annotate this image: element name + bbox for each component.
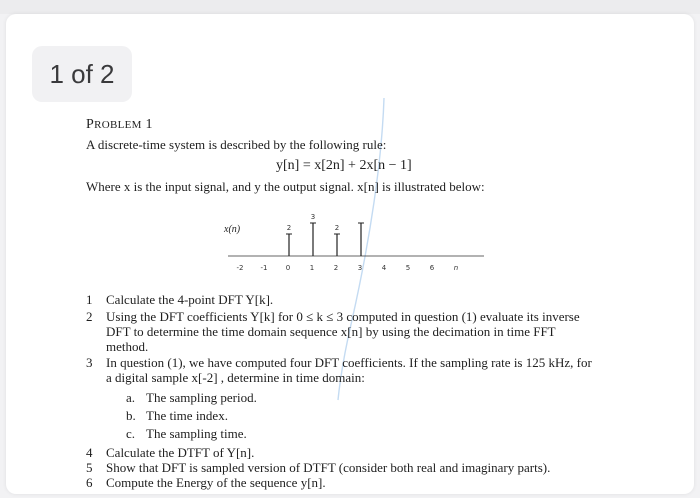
x-tick-label: 6	[429, 264, 435, 272]
question-6	[86, 475, 326, 490]
x-tick-label: 4	[381, 264, 387, 272]
question-text-line: a digital sample x[-2] , determine in time domain:	[106, 370, 365, 385]
x-tick-label: n	[453, 264, 459, 272]
question-number: 1	[86, 292, 93, 307]
question-text-line: Calculate the DTFT of Y[n].	[106, 445, 255, 460]
subquestion-a	[126, 390, 257, 406]
stem-plot-xn	[214, 196, 494, 276]
x-tick-label: 1	[309, 264, 315, 272]
question-text-line: DFT to determine the time domain sequence x[n] by using the decimation in time FFT	[106, 324, 556, 339]
x-tick-label: 2	[333, 264, 339, 272]
x-tick-label: -2	[236, 264, 244, 272]
question-text-line: Calculate the 4-point DFT Y[k].	[106, 292, 274, 307]
subquestion-b	[126, 408, 228, 424]
page-indicator: 1 of 2	[32, 46, 132, 102]
problem-heading: PROBLEM 1	[86, 117, 153, 132]
question-3	[86, 355, 592, 385]
subquestion-text: The sampling period.	[146, 390, 257, 405]
x-tick-label: 0	[285, 264, 291, 272]
stem-value-label: 2	[334, 224, 340, 232]
problem-intro: A discrete-time system is described by the following rule:	[86, 137, 387, 152]
ylabel: x(n)	[224, 224, 241, 235]
question-number: 3	[86, 355, 93, 370]
x-tick-label: -1	[260, 264, 268, 272]
question-4	[86, 445, 255, 460]
subquestion-label: c.	[126, 426, 136, 441]
question-number: 4	[86, 445, 93, 460]
question-text-line: Compute the Energy of the sequence y[n].	[106, 475, 326, 490]
question-text-line: Show that DFT is sampled version of DTFT (consider both real and imaginary parts).	[106, 460, 551, 475]
subquestion-text: The sampling time.	[146, 426, 247, 441]
question-text-line: Using the DFT coefficients Y[k] for 0 ≤ k ≤ 3 computed in question (1) evaluate its inverse	[106, 309, 580, 324]
stem-value-label: 3	[310, 213, 316, 221]
x-tick-label: 3	[357, 264, 363, 272]
stem-value-label: 2	[286, 224, 292, 232]
question-number: 6	[86, 475, 93, 490]
system-equation: y[n] = x[2n] + 2x[n − 1]	[276, 158, 412, 173]
question-text-line: In question (1), we have computed four DFT coefficients. If the sampling rate is 125 kHz, for	[106, 355, 592, 370]
x-tick-label: 5	[405, 264, 411, 272]
question-1	[86, 292, 274, 307]
subquestion-text: The time index.	[146, 408, 228, 423]
subquestion-label: a.	[126, 390, 136, 405]
question-2	[86, 309, 580, 354]
question-5	[86, 460, 551, 475]
question-number: 2	[86, 309, 93, 324]
subquestion-c	[126, 426, 247, 442]
signal-description: Where x is the input signal, and y the output signal. x[n] is illustrated below:	[86, 179, 485, 194]
subquestion-label: b.	[126, 408, 136, 423]
question-text-line: method.	[106, 339, 149, 354]
question-number: 5	[86, 460, 93, 475]
